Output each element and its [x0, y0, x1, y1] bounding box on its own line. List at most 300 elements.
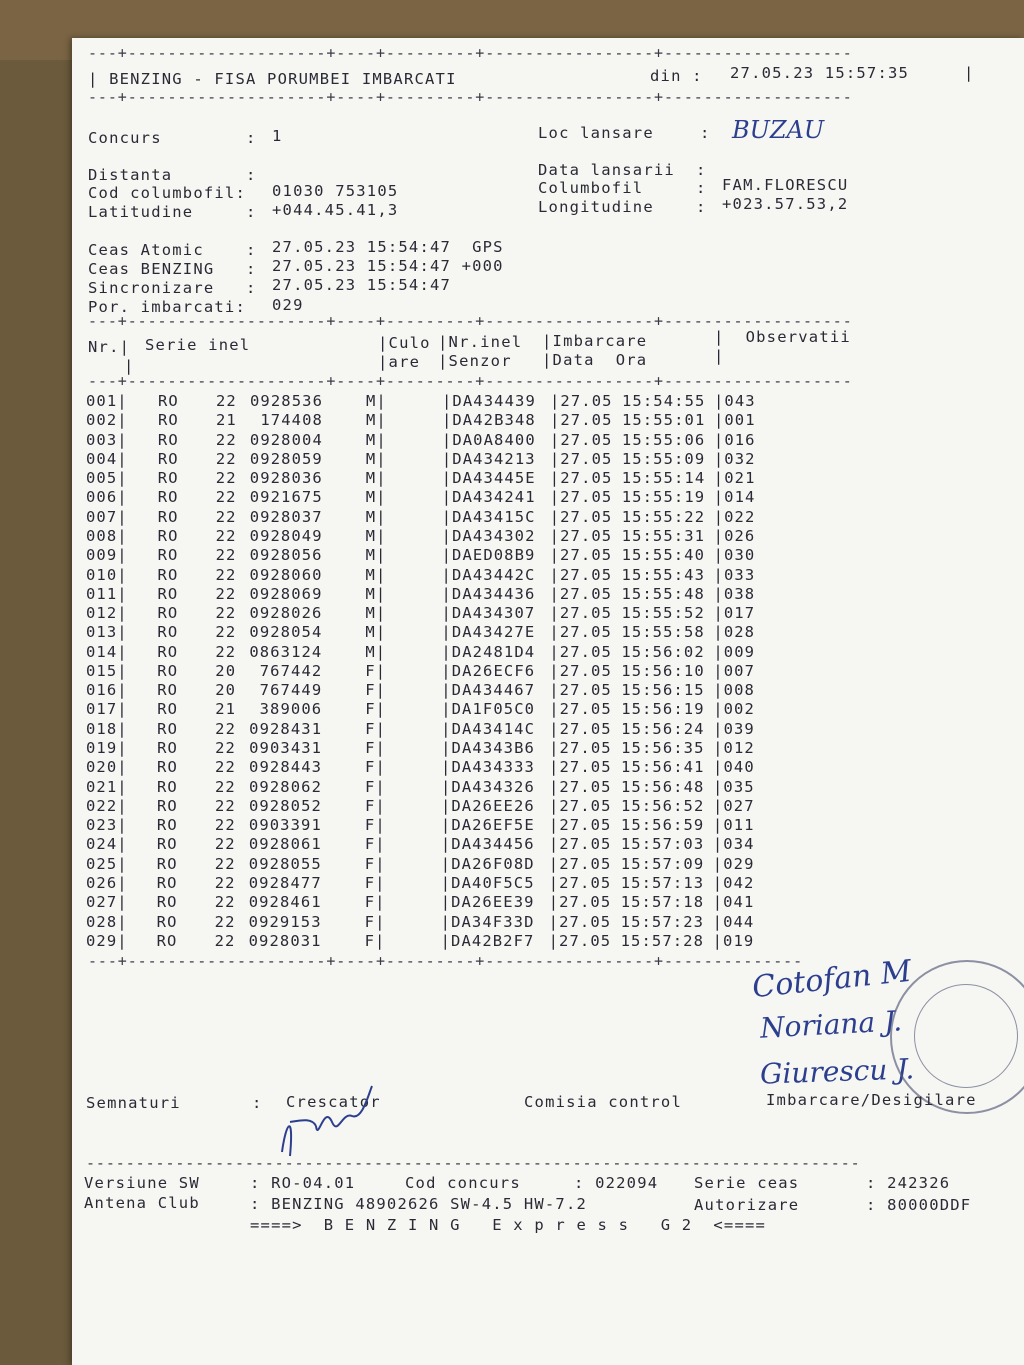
row-sensor-id: |DAED08B9 [441, 546, 536, 565]
row-year: 22 [214, 874, 236, 892]
col-header-nrinel-1: |Nr.inel [438, 333, 523, 351]
row-ring-number: 389006 [249, 700, 323, 719]
row-ring-number: 0928049 [249, 526, 323, 545]
handwritten-signature-2: Noriana J. [759, 1004, 903, 1045]
row-sex: F| [364, 816, 386, 835]
loc-lansare-handwritten: BUZAU [732, 116, 825, 144]
row-country: RO [158, 392, 179, 410]
row-date: |27.05 [548, 912, 612, 931]
row-ring-number: 0928054 [249, 623, 323, 642]
row-sex: M| [365, 411, 387, 430]
row-number: 016| [86, 681, 128, 700]
row-date: |27.05 [549, 584, 613, 603]
row-date: |27.05 [548, 835, 612, 854]
row-number: 022| [86, 796, 128, 815]
row-date: |27.05 [549, 565, 613, 584]
row-ring-number: 0928069 [249, 584, 323, 603]
row-sex: F| [365, 758, 386, 777]
col-header-nr: Nr.| [88, 338, 131, 356]
col-header-observatii-bar: | [714, 347, 725, 365]
row-date: |27.05 [549, 623, 612, 642]
row-year: 22 [215, 430, 237, 449]
row-sex: F| [364, 835, 386, 854]
row-country: RO [156, 893, 178, 912]
row-country: RO [157, 546, 179, 565]
row-number: 028| [86, 912, 128, 931]
row-time: 15:57:28 [620, 931, 705, 950]
row-sensor-id: |DA26EE26 [440, 796, 535, 815]
row-date: |27.05 [549, 449, 613, 468]
row-time: 15:55:09 [621, 449, 706, 468]
row-number: 026| [86, 874, 128, 892]
col-header-culoare-1: |Culo [378, 334, 431, 352]
row-date: |27.05 [549, 661, 612, 680]
row-country: RO [157, 584, 179, 603]
row-sensor-id: |DA434467 [441, 681, 536, 700]
row-sensor-id: |DA434241 [441, 488, 536, 507]
row-sensor-id: |DA434439 [442, 392, 536, 410]
row-number: 021| [86, 777, 128, 796]
table-row [86, 835, 986, 854]
row-country: RO [157, 430, 179, 449]
row-ring-number: 0928061 [248, 835, 322, 854]
handwritten-signature-1: Cotofan M [750, 953, 914, 1006]
table-row [86, 643, 986, 662]
autorizare-label: Autorizare [694, 1196, 800, 1214]
row-date: |27.05 [549, 700, 612, 719]
row-country: RO [157, 449, 179, 468]
row-observatii: |033 [713, 565, 756, 584]
row-ring-number: 0928004 [249, 430, 323, 449]
row-year: 22 [214, 893, 236, 912]
row-sex: M| [365, 604, 387, 623]
row-time: 15:55:58 [621, 623, 705, 642]
row-observatii: |019 [712, 931, 755, 950]
row-ring-number: 0928062 [249, 777, 323, 796]
row-ring-number: 0928431 [249, 719, 323, 738]
row-sex: M| [365, 584, 387, 603]
row-country: RO [157, 700, 179, 719]
row-year: 22 [215, 526, 237, 545]
row-sex: F| [365, 719, 387, 738]
table-row [86, 392, 986, 411]
row-ring-number: 0928059 [249, 449, 323, 468]
row-number: 004| [86, 449, 128, 468]
row-year: 22 [214, 854, 236, 873]
row-sex: M| [365, 507, 387, 526]
row-time: 15:56:19 [621, 700, 705, 719]
row-ring-number: 0928536 [250, 392, 324, 410]
row-number: 009| [86, 546, 128, 565]
table-row [86, 662, 986, 681]
row-time: 15:56:59 [620, 816, 705, 835]
row-year: 22 [215, 719, 237, 738]
row-observatii: |009 [713, 642, 756, 661]
row-sex: M| [365, 430, 387, 449]
por-imbarcati-label: Por. imbarcati: [88, 298, 246, 316]
serie-ceas-label: Serie ceas [694, 1174, 800, 1192]
row-observatii: |032 [713, 449, 756, 468]
row-year: 22 [215, 449, 237, 468]
row-sex: F| [364, 854, 386, 873]
ceas-benzing-value: 27.05.23 15:54:47 +000 [272, 257, 504, 275]
row-number: 001| [86, 392, 128, 410]
table-row [86, 720, 986, 739]
row-time: 15:57:03 [620, 835, 705, 854]
row-time: 15:56:52 [620, 796, 705, 815]
row-sensor-id: |DA434213 [441, 449, 536, 468]
versiune-sw-label: Versiune SW [84, 1174, 200, 1192]
ceas-benzing-label: Ceas BENZING : [88, 260, 257, 278]
longitudine-label: Longitudine : [538, 198, 707, 216]
row-country: RO [157, 565, 179, 584]
row-date: |27.05 [549, 604, 613, 623]
row-observatii: |014 [713, 488, 756, 507]
table-row [86, 700, 986, 719]
row-number: 024| [86, 835, 128, 854]
row-country: RO [157, 469, 179, 488]
row-sex: F| [365, 700, 387, 719]
col-header-imbarcare-2: |Data Ora [542, 351, 648, 369]
row-ring-number: 767449 [249, 681, 323, 700]
row-sensor-id: |DA26F08D [440, 854, 535, 873]
table-row [86, 469, 986, 488]
row-country: RO [157, 488, 179, 507]
row-sensor-id: |DA1F05C0 [441, 700, 536, 719]
row-observatii: |042 [712, 874, 755, 892]
row-sex: F| [365, 777, 386, 796]
row-ring-number: 174408 [249, 411, 323, 430]
table-row [86, 874, 986, 893]
row-country: RO [157, 642, 179, 661]
table-row [86, 797, 986, 816]
row-country: RO [156, 874, 178, 892]
row-time: 15:56:10 [621, 661, 705, 680]
row-ring-number: 0921675 [249, 488, 323, 507]
concurs-label: Concurs : [88, 129, 257, 147]
row-ring-number: 0928026 [249, 604, 323, 623]
row-year: 22 [215, 469, 237, 488]
row-observatii: |022 [713, 507, 756, 526]
row-year: 22 [215, 488, 237, 507]
row-sex: M| [365, 623, 387, 642]
col-header-culoare-2: |are [378, 353, 421, 371]
cod-columbofil-value: 01030 753105 [272, 182, 399, 200]
table-row [86, 488, 986, 507]
versiune-sw-value: : RO-04.01 [250, 1174, 356, 1192]
row-year: 22 [215, 584, 237, 603]
row-sensor-id: |DA26ECF6 [441, 661, 536, 680]
autorizare-value: : 80000DDF [866, 1196, 972, 1214]
row-date: |27.05 [549, 546, 613, 565]
cod-concurs-label: Cod concurs [405, 1174, 521, 1192]
table-row [86, 758, 986, 777]
row-ring-number: 0928060 [249, 565, 323, 584]
table-row [86, 411, 986, 430]
row-number: 023| [86, 816, 128, 835]
row-sex: F| [364, 931, 386, 950]
row-sensor-id: |DA43442C [441, 565, 536, 584]
row-sex: F| [364, 796, 386, 815]
row-observatii: |038 [713, 584, 756, 603]
row-date: |27.05 [548, 854, 612, 873]
row-year: 20 [215, 681, 237, 700]
latitudine-value: +044.45.41,3 [272, 201, 399, 219]
row-ring-number: 0928443 [249, 758, 323, 777]
row-country: RO [156, 835, 178, 854]
table-row [86, 932, 986, 951]
row-date: |27.05 [548, 796, 612, 815]
por-imbarcati-value: 029 [272, 296, 304, 314]
row-ring-number: 0928056 [249, 546, 323, 565]
table-row [86, 739, 986, 758]
table-row [86, 566, 986, 585]
row-sensor-id: |DA43427E [441, 623, 536, 642]
row-ring-number: 0928036 [249, 469, 323, 488]
table-rule-mid: ---+--------------------+----+---------+-----------------+------------------- [88, 372, 853, 390]
handwritten-signature-3: Giurescu J. [759, 1052, 915, 1091]
cod-concurs-value: : 022094 [574, 1174, 659, 1192]
row-sensor-id: |DA2481D4 [441, 642, 536, 661]
row-number: 020| [86, 758, 128, 777]
row-time: 15:55:06 [621, 430, 706, 449]
row-date: |27.05 [549, 526, 613, 545]
header-rule-top: ---+--------------------+----+---------+-----------------+------------------- [88, 44, 853, 62]
row-number: 013| [86, 623, 128, 642]
row-number: 002| [86, 411, 128, 430]
row-sex: M| [365, 449, 387, 468]
row-observatii: |030 [713, 546, 756, 565]
row-date: |27.05 [548, 931, 612, 950]
row-sensor-id: |DA34F33D [440, 912, 535, 931]
row-time: 15:55:01 [621, 411, 706, 430]
row-sensor-id: |DA0A8400 [441, 430, 536, 449]
loc-lansare-label: Loc lansare [538, 124, 654, 142]
row-sex: F| [364, 893, 386, 912]
row-sensor-id: |DA42B348 [441, 411, 536, 430]
row-ring-number: 0928055 [248, 854, 322, 873]
row-time: 15:55:43 [621, 565, 706, 584]
row-year: 21 [215, 700, 237, 719]
row-sensor-id: |DA40F5C5 [440, 874, 535, 892]
row-year: 22 [216, 392, 237, 410]
row-time: 15:57:18 [620, 893, 705, 912]
row-country: RO [157, 739, 178, 758]
row-sensor-id: |DA26EE39 [440, 893, 535, 912]
row-country: RO [156, 912, 178, 931]
row-country: RO [156, 854, 178, 873]
row-country: RO [156, 931, 178, 950]
document-title: | BENZING - FISA PORUMBEI IMBARCATI [88, 70, 457, 88]
row-observatii: |008 [713, 681, 755, 700]
row-year: 22 [215, 642, 237, 661]
row-sex: F| [365, 661, 387, 680]
row-year: 22 [214, 931, 236, 950]
semnaturi-colon: : [252, 1094, 263, 1112]
imbarcare-desigilare-label: Imbarcare/Desigilare [766, 1091, 977, 1109]
row-sex: F| [364, 912, 386, 931]
row-date: |27.05 [549, 507, 613, 526]
table-row [86, 816, 986, 835]
col-header-serie-inel: Serie inel [145, 336, 251, 354]
row-time: 15:56:24 [621, 719, 705, 738]
row-time: 15:54:55 [622, 392, 706, 410]
row-country: RO [157, 526, 179, 545]
row-year: 22 [215, 758, 236, 777]
longitudine-value: +023.57.53,2 [722, 195, 849, 213]
table-rule-top: ---+--------------------+----+---------+-----------------+------------------- [88, 312, 853, 330]
row-sensor-id: |DA43445E [441, 469, 536, 488]
table-row [86, 527, 986, 546]
row-sensor-id: |DA434302 [441, 526, 536, 545]
row-date: |27.05 [549, 488, 613, 507]
row-country: RO [157, 777, 178, 796]
row-date: |27.05 [549, 411, 613, 430]
row-ring-number: 0928031 [248, 931, 322, 950]
table-rule-bottom: ---+--------------------+----+---------+-----------------+-------------- [88, 952, 804, 970]
row-country: RO [156, 796, 178, 815]
row-observatii: |016 [713, 430, 756, 449]
benzing-banner: ====> B E N Z I N G E x p r e s s G 2 <==== [250, 1216, 767, 1234]
row-country: RO [157, 507, 179, 526]
row-observatii: |039 [713, 719, 755, 738]
row-observatii: |029 [712, 854, 755, 873]
cod-columbofil-label: Cod columbofil: [88, 184, 246, 202]
row-sensor-id: |DA434333 [441, 758, 535, 777]
row-country: RO [157, 661, 179, 680]
row-date: |27.05 [549, 681, 612, 700]
row-sensor-id: |DA26EF5E [440, 816, 535, 835]
row-time: 15:57:23 [620, 912, 705, 931]
row-sensor-id: |DA4343B6 [441, 739, 535, 758]
row-sex: M| [365, 469, 387, 488]
table-row [86, 893, 986, 912]
row-year: 22 [215, 604, 237, 623]
table-row [86, 585, 986, 604]
table-row [86, 913, 986, 932]
row-year: 22 [215, 507, 237, 526]
row-year: 20 [215, 661, 237, 680]
header-rule-bottom: ---+--------------------+----+---------+-----------------+------------------- [88, 88, 853, 106]
row-date: |27.05 [550, 392, 613, 410]
row-observatii: |041 [712, 893, 755, 912]
row-observatii: |044 [712, 912, 755, 931]
sincronizare-value: 27.05.23 15:54:47 [272, 276, 452, 294]
row-observatii: |011 [712, 816, 755, 835]
row-sex: M| [365, 642, 387, 661]
row-country: RO [157, 719, 179, 738]
row-sensor-id: |DA43415C [441, 507, 536, 526]
row-year: 22 [215, 565, 237, 584]
sincronizare-label: Sincronizare : [88, 279, 257, 297]
print-date-value: 27.05.23 15:57:35 [730, 64, 910, 82]
row-year: 22 [215, 777, 236, 796]
columbofil-value: FAM.FLORESCU [722, 176, 849, 194]
row-observatii: |035 [713, 777, 755, 796]
row-number: 029| [86, 931, 128, 950]
row-sensor-id: |DA43414C [441, 719, 536, 738]
row-year: 22 [214, 912, 236, 931]
antena-club-value: : BENZING 48902626 SW-4.5 HW-7.2 [250, 1195, 588, 1213]
row-date: |27.05 [548, 893, 612, 912]
row-number: 012| [86, 604, 128, 623]
row-date: |27.05 [548, 816, 612, 835]
row-year: 22 [215, 546, 237, 565]
header-end-bar: | [964, 64, 975, 82]
row-number: 007| [86, 507, 128, 526]
row-ring-number: 0903391 [248, 816, 322, 835]
antena-club-label: Antena Club [84, 1194, 200, 1212]
row-date: |27.05 [549, 758, 612, 777]
row-ring-number: 0928037 [249, 507, 323, 526]
row-number: 025| [86, 854, 128, 873]
table-row [86, 681, 986, 700]
row-date: |27.05 [549, 777, 612, 796]
table-row [86, 431, 986, 450]
row-ring-number: 0928461 [248, 893, 322, 912]
row-ring-number: 0928477 [248, 874, 322, 892]
row-number: 008| [86, 526, 128, 545]
col-header-imbarcare-1: |Imbarcare [542, 332, 648, 350]
row-time: 15:55:31 [621, 526, 706, 545]
row-time: 15:57:09 [620, 854, 705, 873]
row-observatii: |040 [713, 758, 755, 777]
row-time: 15:55:52 [621, 604, 705, 623]
ceas-atomic-value: 27.05.23 15:54:47 GPS [272, 238, 504, 256]
row-number: 010| [86, 565, 128, 584]
serie-ceas-value: : 242326 [866, 1174, 951, 1192]
ceas-atomic-label: Ceas Atomic : [88, 241, 257, 259]
row-sex: M| [365, 546, 387, 565]
row-date: |27.05 [549, 642, 612, 661]
row-sensor-id: |DA434436 [441, 584, 536, 603]
row-ring-number: 0928052 [248, 796, 322, 815]
table-row [86, 855, 986, 874]
row-ring-number: 0863124 [249, 642, 323, 661]
row-observatii: |043 [714, 392, 756, 410]
row-sensor-id: |DA434456 [440, 835, 535, 854]
distanta-label: Distanta : [88, 166, 257, 184]
comisia-control-label: Comisia control [524, 1093, 682, 1111]
row-date: |27.05 [549, 719, 612, 738]
row-observatii: |002 [713, 700, 755, 719]
row-sex: F| [365, 681, 387, 700]
table-row [86, 623, 986, 642]
row-number: 011| [86, 584, 128, 603]
row-time: 15:56:15 [621, 681, 705, 700]
row-observatii: |012 [713, 739, 755, 758]
columbofil-label: Columbofil : [538, 179, 707, 197]
row-ring-number: 0903431 [249, 739, 323, 758]
row-number: 014| [86, 642, 128, 661]
crescator-label: Crescator [286, 1093, 381, 1111]
row-country: RO [156, 816, 178, 835]
row-sex: F| [364, 874, 386, 892]
row-observatii: |028 [713, 623, 756, 642]
row-date: |27.05 [549, 469, 613, 488]
footer-rule: ------------------------------------------------------------------------------ [86, 1154, 861, 1172]
row-year: 22 [214, 796, 236, 815]
row-time: 15:56:02 [621, 642, 705, 661]
col-header-observatii: | Observatii [714, 328, 851, 346]
row-sensor-id: |DA42B2F7 [440, 931, 535, 950]
row-sensor-id: |DA434307 [441, 604, 536, 623]
col-header-nr-bar: | [124, 357, 135, 375]
row-country: RO [157, 623, 179, 642]
table-row [86, 450, 986, 469]
semnaturi-label: Semnaturi [86, 1094, 181, 1112]
row-number: 005| [86, 469, 128, 488]
